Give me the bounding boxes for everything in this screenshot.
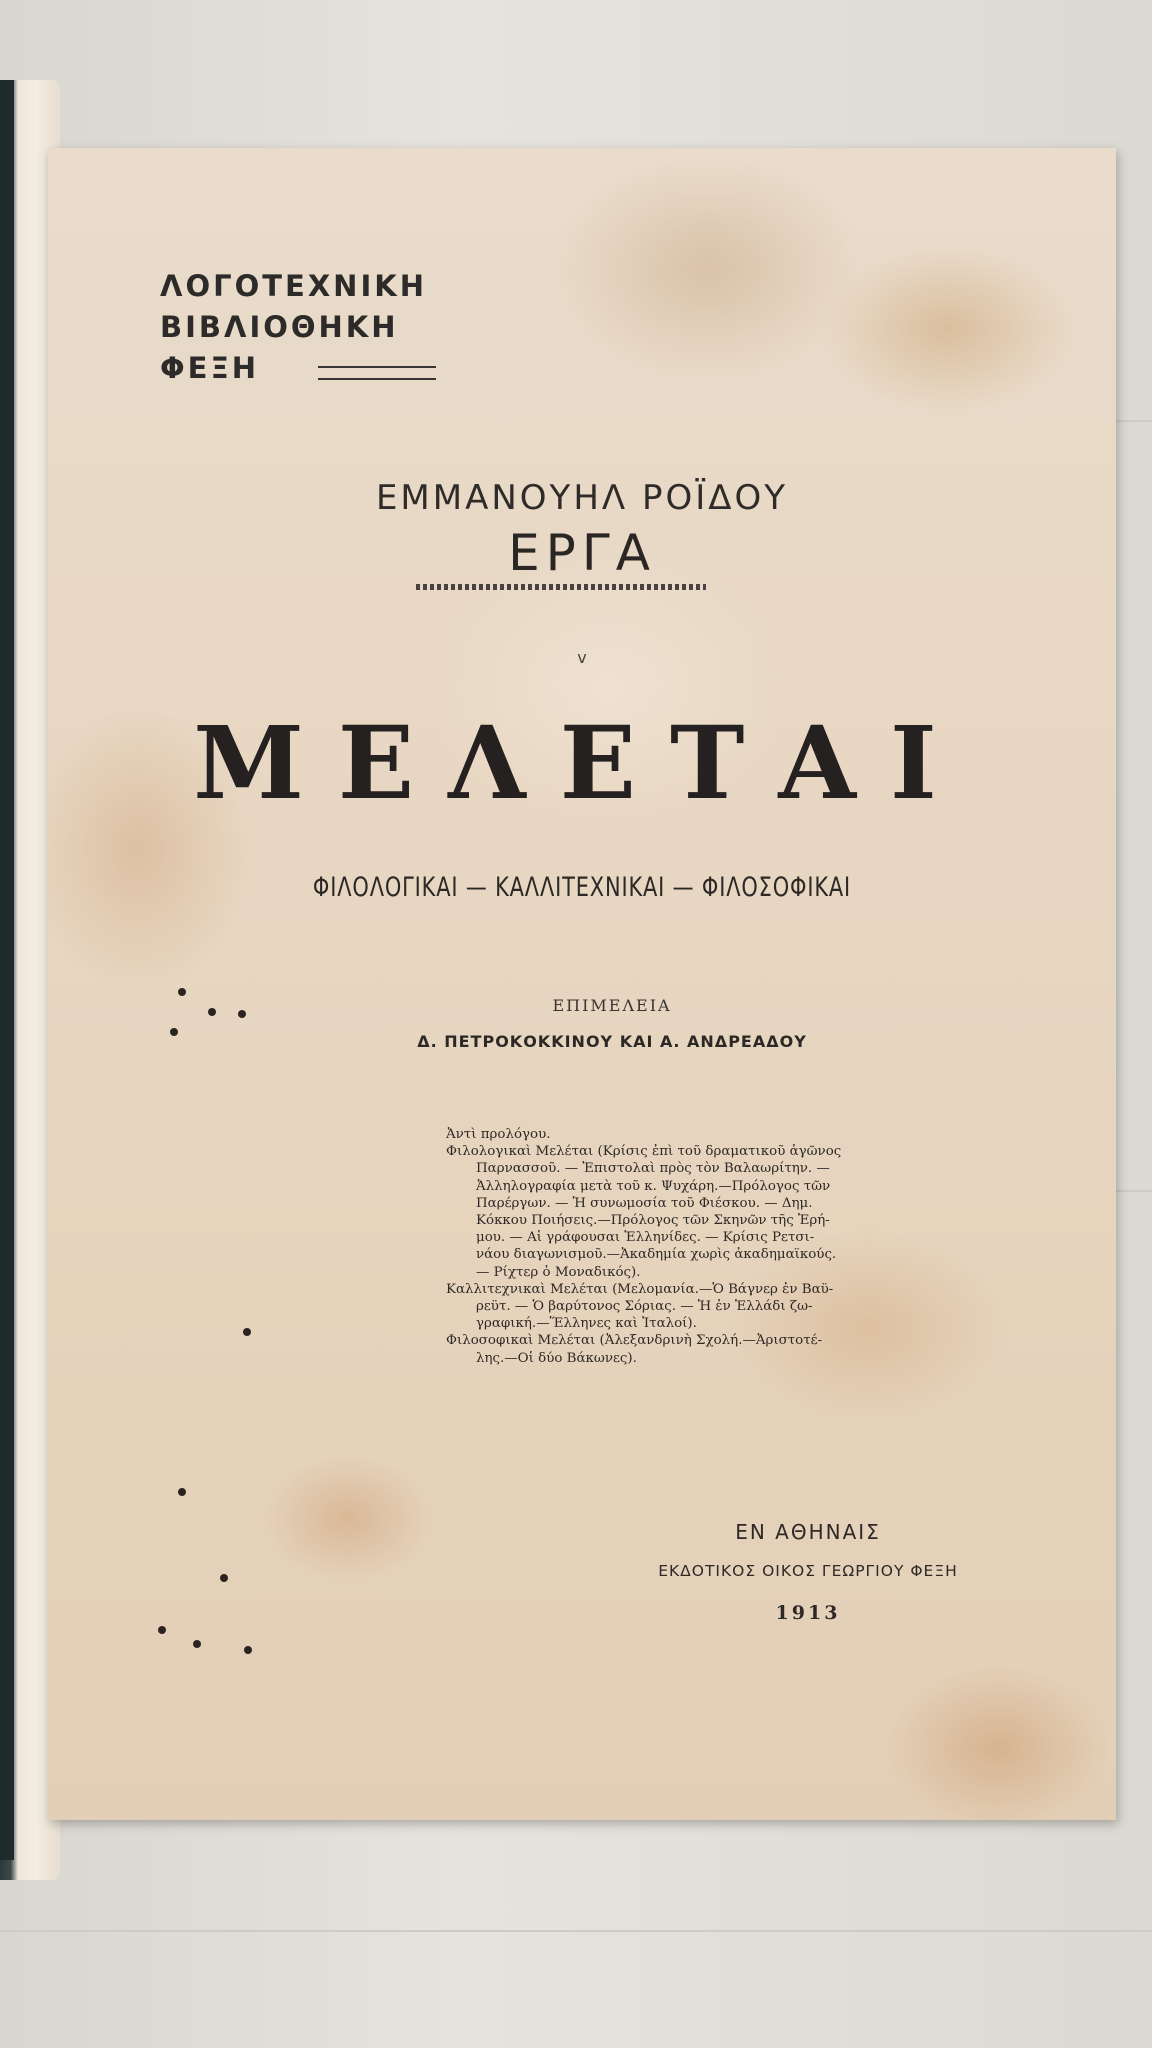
series-line-2: ΒΙΒΛΙΟΘΗΚΗ [160,310,399,344]
book-cover-edge [0,80,14,1860]
toc-line: Καλλιτεχνικαὶ Μελέται (Μελομανία.—Ὁ Βάγνερ ἐν Βαϋ- [446,1281,834,1297]
author-name: ΕΜΜΑΝΟΥΗΛ ΡΟΪΔΟΥ [375,478,789,518]
paper-hole [208,1008,216,1016]
paper-hole [170,1028,178,1036]
table-of-contents [446,1126,942,1367]
paper-hole [158,1626,166,1634]
paper-hole [244,1646,252,1654]
toc-line: Φιλοσοφικαὶ Μελέται (Ἀλεξανδρινὴ Σχολή.—Ἀριστοτέ- [446,1333,823,1349]
toc-line: Φιλολογικαὶ Μελέται (Κρίσις ἐπὶ τοῦ δραματικοῦ ἀγῶνος [446,1144,842,1160]
book-subtitle: ΦΙΛΟΛΟΓΙΚΑΙ — ΚΑΛΛΙΤΕΧΝΙΚΑΙ — ΦΙΛΟΣΟΦΙΚΑΙ [312,872,852,903]
toc-line: Παρνασσοῦ. — Ἐπιστολαὶ πρὸς τὸν Βαλαωρίτην. — [476,1161,830,1177]
series-double-rule [318,366,436,380]
toc-line: Ἀλληλογραφία μετὰ τοῦ κ. Ψυχάρη.—Πρόλογος τῶν [476,1178,831,1194]
publication-place: ΕΝ ΑΘΗΝΑΙΣ [735,1520,881,1544]
publisher-name: ΕΚΔΟΤΙΚΟΣ ΟΙΚΟΣ ΓΕΩΡΓΙΟΥ ΦΕΞΗ [658,1562,958,1580]
toc-line: γραφική.—Ἕλληνες καὶ Ἰταλοί). [476,1316,697,1332]
toc-line: Κόκκου Ποιήσεις.—Πρόλογος τῶν Σκηνῶν τῆς Ἐρή- [476,1213,830,1229]
toc-line: λης.—Οἱ δύο Βάκωνες). [476,1350,637,1366]
paper-hole [178,1488,186,1496]
paper-hole [243,1328,251,1336]
works-heading: ΕΡΓΑ [508,524,656,582]
toc-line: Ἀντὶ προλόγου. [446,1127,551,1142]
paper-hole [220,1574,228,1582]
paper-hole [238,1010,246,1018]
paper-hole [178,988,186,996]
table-plank-line [0,1930,1152,1932]
toc-line: ρεϋτ. — Ὁ βαρύτονος Σόριας. — Ἡ ἐν Ἑλλάδι ζω- [476,1299,813,1315]
title-page [48,148,1116,1820]
toc-line: Παρέργων. — Ἡ συνωμοσία τοῦ Φιέσκου. — Δημ. [476,1195,813,1211]
series-line-3: ΦΕΞΗ [160,351,260,385]
toc-line: μου. — Αἱ γράφουσαι Ἑλληνίδες. — Κρίσις Ρετσι- [476,1230,815,1246]
publication-year: 1913 [775,1602,841,1624]
book-title: ΜΕΛΕΤΑΙ [193,704,971,822]
toc-line: νάου διαγωνισμοῦ.—Ἀκαδημία χωρὶς ἀκαδημαϊκούς. [476,1247,837,1263]
editors-line: Δ. ΠΕΤΡΟΚΟΚΚΙΝΟΥ ΚΑΙ Α. ΑΝΔΡΕΑΔΟΥ [417,1032,807,1051]
toc-line: — Ρίχτερ ὁ Μοναδικός). [476,1264,641,1280]
works-wavy-underline [416,584,706,590]
ornament-mark: v [577,648,587,667]
editing-label: ΕΠΙΜΕΛΕΙΑ [552,996,672,1015]
paper-hole [193,1640,201,1648]
series-line-1: ΛΟΓΟΤΕΧΝΙΚΗ [160,269,427,303]
